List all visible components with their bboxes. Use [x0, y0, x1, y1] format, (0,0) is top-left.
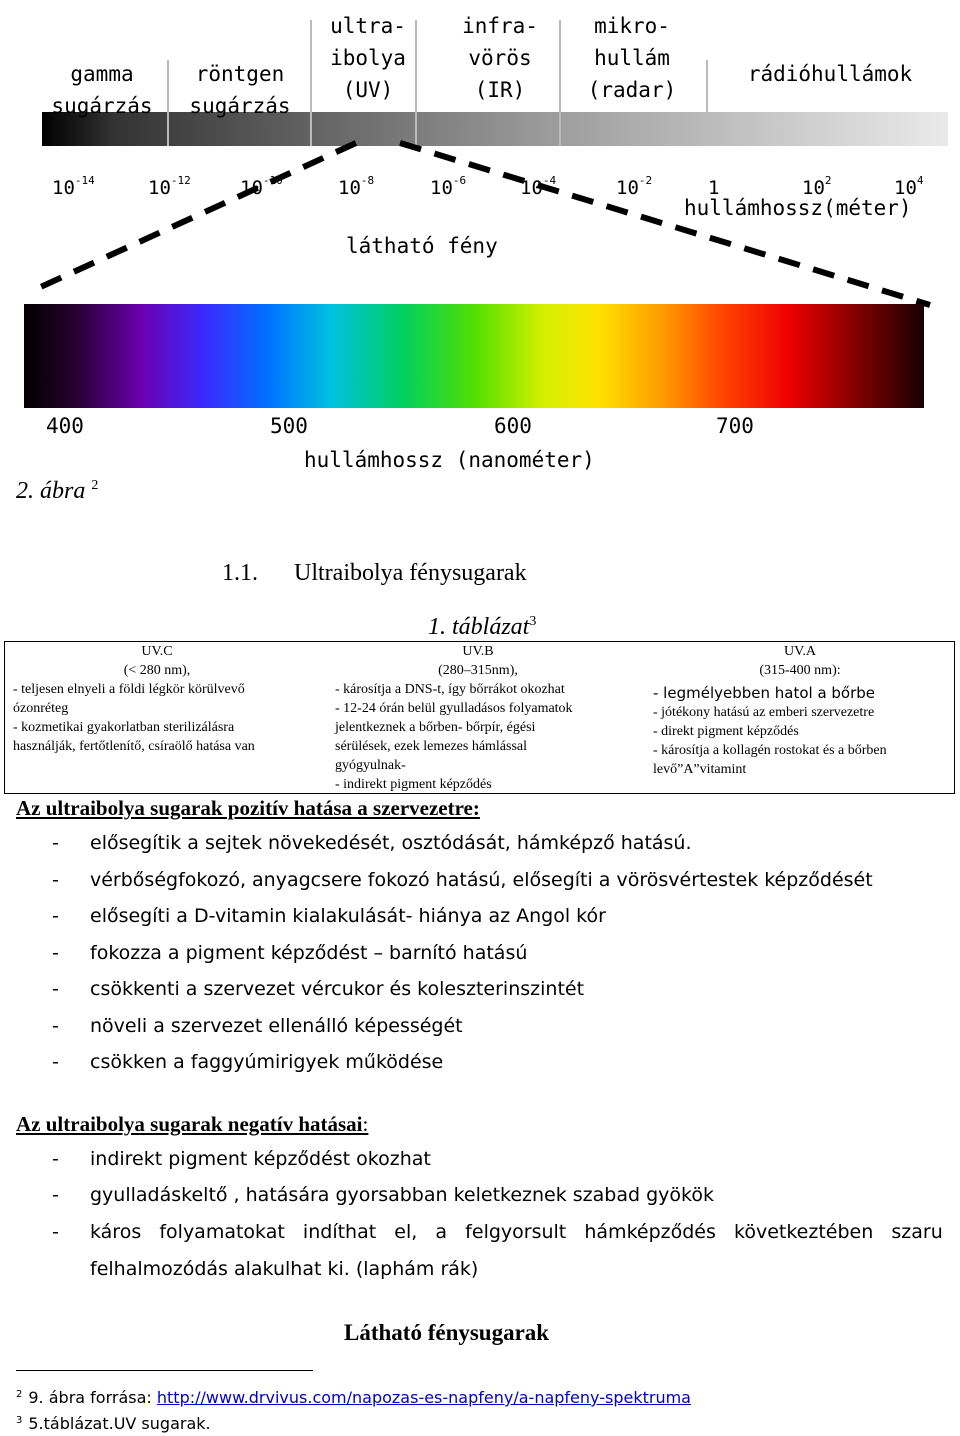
uvb-line: jelentkeznek a bőrben- bőrpír, égési: [335, 720, 536, 735]
band-label-microwave: mikro- hullám (radar): [587, 14, 677, 102]
uvb-range: (280–315nm),: [438, 663, 518, 678]
footnote-2: $^2$ 9. ábra forrása: http://www.drvivus.com/napozas-es-napfeny/a-napfeny-spektruma: [16, 1388, 691, 1407]
footnote-3: $^3$ 5.táblázat.UV sugarak.: [16, 1414, 211, 1433]
uva-line: - jótékony hatású az emberi szervezetre: [653, 705, 875, 720]
uvc-line: ózonréteg: [13, 701, 69, 716]
wavelength-tick: $10^{-4}$: [520, 174, 557, 199]
uvc-line: - teljesen elnyeli a földi légkör körülvevő: [13, 682, 245, 697]
uva-line: - károsítja a kollagén rostokat és a bőrben: [653, 743, 887, 758]
uva-name: UV.A: [783, 644, 817, 659]
uvb-line: - indirekt pigment képződés: [335, 777, 492, 792]
uvb-line: gyógyulnak-: [335, 758, 406, 773]
table-caption: 1. táblázat$^3$: [428, 614, 537, 640]
uv-table: [4, 641, 955, 794]
uvb-line: sérülések, ezek lemezes hámlással: [335, 739, 528, 754]
negative-heading: Az ultraibolya sugarak negatív hatásai:: [16, 1112, 369, 1136]
wavelength-tick: $10^4$: [894, 174, 924, 199]
uva-column: [645, 642, 955, 793]
wavelength-tick: $10^{-12}$: [148, 174, 191, 199]
band-label-radio: rádióhullámok: [747, 62, 913, 86]
wavelength-axis-label: hullámhossz(méter): [684, 196, 912, 220]
wavelength-tick: $10^{-14}$: [52, 174, 95, 199]
uvc-column: [5, 642, 309, 793]
dashed-line-left: [34, 143, 356, 290]
uvc-line: - kozmetikai gyakorlatban sterilizálásra: [13, 720, 235, 735]
uvc-range: (< 280 nm),: [123, 663, 191, 678]
uva-description: [645, 680, 955, 779]
section-heading: 1.1. Ultraibolya fénysugarak: [222, 560, 527, 586]
band-label-ir: infra- vörös (IR): [462, 14, 538, 102]
footnote-link[interactable]: http://www.drvivus.com/napozas-es-napfeny/a-napfeny-spektruma: [156, 1388, 691, 1407]
uvc-line: használják, fertőtlenítő, csíraölő hatása van: [13, 739, 255, 754]
band-label-uv: ultra- ibolya (UV): [330, 14, 406, 102]
visible-spectrum-bar: [24, 304, 924, 408]
positive-heading: Az ultraibolya sugarak pozitív hatása a szervezetre:: [16, 796, 480, 820]
nm-axis-label: hullámhossz (nanométer): [304, 448, 595, 472]
uvc-description: [5, 680, 309, 756]
uva-range: (315-400 nm):: [759, 663, 841, 678]
nm-tick: 500: [270, 414, 308, 438]
band-label-xray: röntgen sugárzás: [189, 62, 291, 118]
visible-light-heading: Látható fénysugarak: [344, 1320, 550, 1345]
positive-list: - elősegítik a sejtek növekedését, osztódását, hámképző hatású. - vérbőségfokozó, anyagcsere fokozó hatású, elősegíti a vörösvértestek képződését - elősegíti a D-vitamin kialakulását- hiánya az Angol kór - fokozza a pigment képződést – barnító hatású - csökkenti a szervezet vércukor és koleszterinszintét - növeli a szervezet ellenálló képességét - csökken a faggyúmirigyek működése: [52, 832, 873, 1073]
uvb-description: [319, 680, 637, 794]
uva-line: - legmélyebben hatol a bőrbe: [653, 684, 876, 702]
uvc-name: UV.C: [141, 644, 173, 659]
dashed-line-right: [400, 143, 930, 305]
band-label-gamma: gamma sugárzás: [51, 62, 153, 118]
nm-tick: 600: [494, 414, 532, 438]
footnote-separator: [16, 1370, 313, 1371]
wavelength-tick: $10^2$: [802, 174, 832, 199]
uvb-name: UV.B: [462, 644, 494, 659]
spectrum-figure: [0, 0, 960, 480]
negative-list: - indirekt pigment képződést okozhat - gyulladáskeltő , hatására gyorsabban keletkeznek szabad gyökök - káros folyamatokat indíthat el, a felgyorsult hámképződés következtében szaru felhalmozódás alakulhat ki. (laphám rák): [52, 1148, 943, 1280]
uvb-column: [319, 642, 637, 793]
uvb-line: - 12-24 órán belül gyulladásos folyamatok: [335, 701, 573, 716]
uva-line: - direkt pigment képződés: [653, 724, 799, 739]
uva-line: levő”A”vitamint: [653, 762, 747, 777]
wavelength-tick: $10^{-8}$: [338, 174, 375, 199]
wavelength-tick: $10^{-6}$: [430, 174, 467, 199]
figure-caption: 2. ábra $^2$: [16, 478, 99, 504]
wavelength-tick: $10^{-10}$: [240, 174, 283, 199]
nm-tick: 400: [46, 414, 84, 438]
wavelength-tick: $10^{-2}$: [616, 174, 653, 199]
uvb-line: - károsítja a DNS-t, így bőrrákot okozhat: [335, 682, 565, 697]
visible-light-label: látható fény: [346, 234, 498, 258]
wavelength-tick: 1: [708, 177, 720, 199]
nm-tick: 700: [716, 414, 754, 438]
